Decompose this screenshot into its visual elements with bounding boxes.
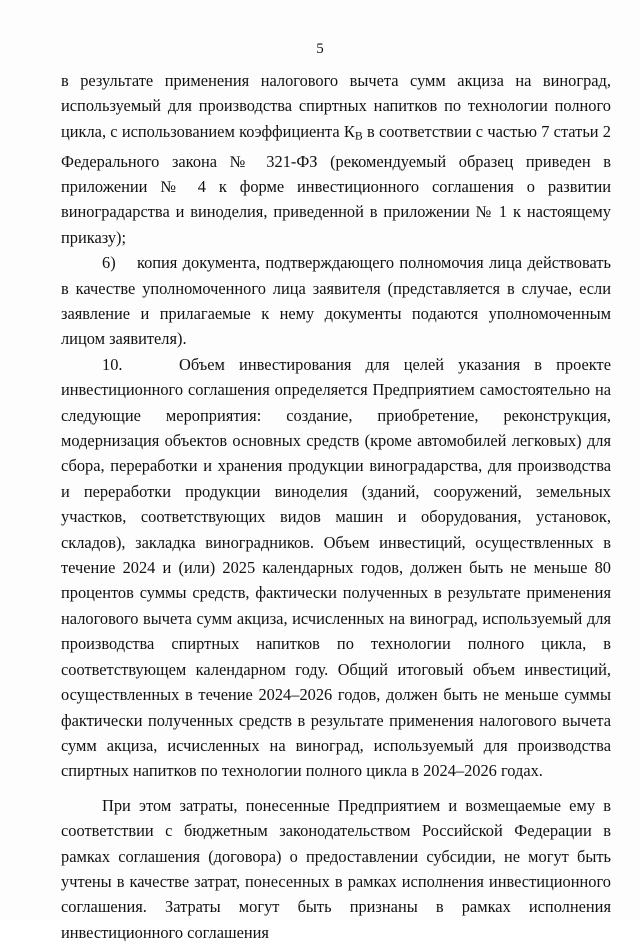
coefficient-subscript: В [354,128,363,143]
paragraph-continuation [61,68,611,250]
paragraph-item-10: 10. Объем инвестирования для целей указания в проекте инвестиционного соглашения определяется Предприятием самостоятельно на следующие мероприятия: создание, приобретение, реконструкция, модернизация объектов основных средств (кроме автомобилей легковых) для сбора, переработки и хранения продукции виноградарства, для производства и переработки продукции виноделия (зданий, сооружений, земельных участков, соответствующих видов машин и оборудования, установок, складов), закладка виноградников. Объем инвестиций, осуществленных в течение 2024 и (или) 2025 календарных годов, должен быть не меньше 80 процентов суммы средств, фактически полученных в результате применения налогового вычета сумм акциза, исчисленных на виноград, используемый для производства спиртных напитков по технологии полного цикла, в соответствующем календарном году. Общий итоговый объем инвестиций, осуществленных в течение 2024–2026 годов, должен быть не меньше суммы фактически полученных средств в результате применения налогового вычета сумм акциза, исчисленных на виноград, используемый для производства спиртных напитков по технологии полного цикла в 2024–2026 годах. [61,354,611,781]
paragraph-continuation-text-start: в результате применения налогового вычета сумм акциза на виноград, используемый для производства спиртных напитков по технологии полного цикла, с использованием коэффициента К [61,71,611,141]
paragraph-item-6: 6) копия документа, подтверждающего полномочия лица действовать в качестве уполномоченного лица заявителя (представляется в случае, если заявление и прилагаемые к нему документы подаются уполномоченным лицом заявителя). [61,253,611,349]
page-number: 5 [316,41,324,57]
paragraph-continuation-text-end: в соответствии с частью 7 статьи 2 Федерального закона № 321-ФЗ (рекомендуемый образец приведен в приложении № 4 к форме инвестиционного соглашения о развитии виноградарства и виноделия, приведенной в приложении № 1 к настоящему приказу); [61,121,612,247]
document-body [61,68,611,945]
paragraph-costs: При этом затраты, понесенные Предприятием и возмещаемые ему в соответствии с бюджетным законодательством Российской Федерации в рамках соглашения (договора) о предоставлении субсидии, не могут быть учтены в качестве затрат, понесенных в рамках исполнения инвестиционного соглашения. Затраты могут быть признаны в рамках исполнения инвестиционного соглашения [61,795,611,942]
